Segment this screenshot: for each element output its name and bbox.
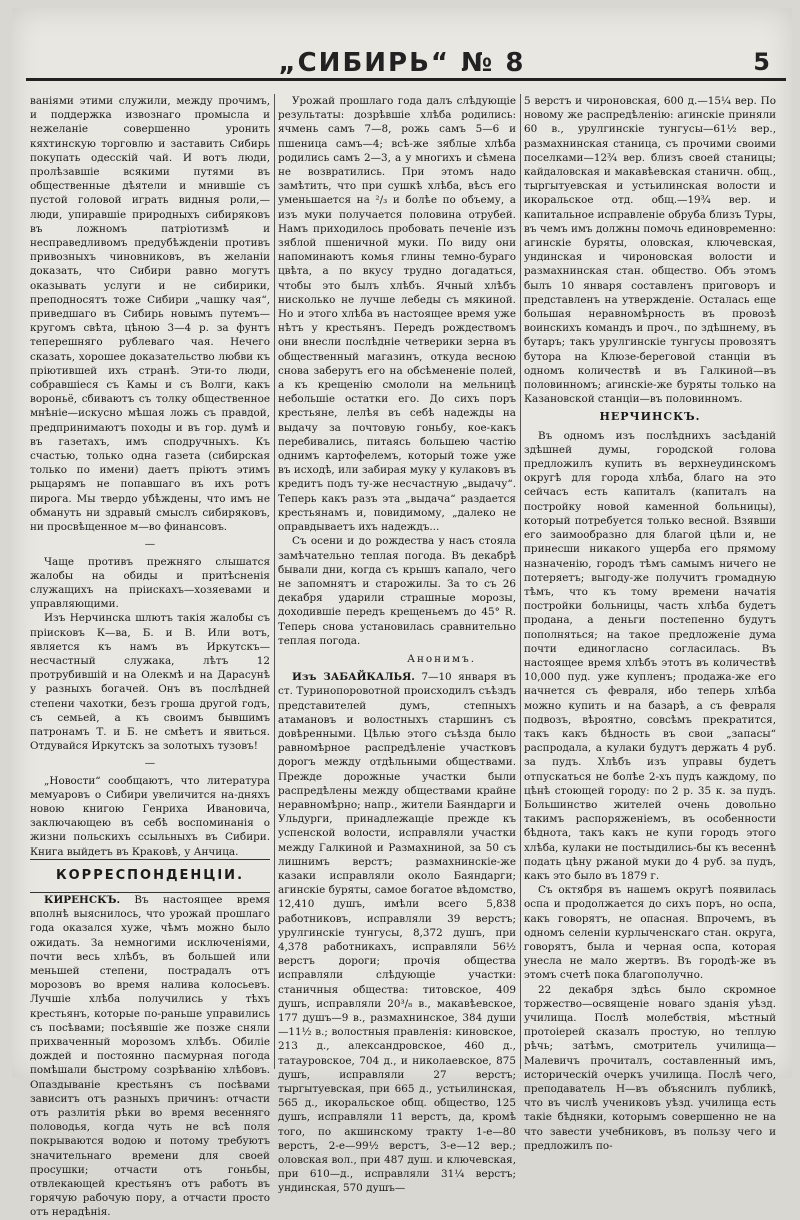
paragraph: 22 декабря здѣсь было скромное торжество—освященіе новаго зданія уѣзд. училища. Послѣ молебствія, мѣстный протоіерей сказалъ простую, но теплую рѣчь; затѣмъ, смотритель училища—Малевичъ прочиталъ, составленный имъ, историческій очеркъ училища. Послѣ чего, преподаватель Н—въ объяснилъ публикѣ, что въ числѣ учениковъ уѣзд. училища есть такіе бѣдняки, которымъ совершенно не на что завести учебниковъ, въ пользу чего и предложилъ по- [524,983,776,1152]
header-rule [26,78,786,81]
paragraph: ваніями этими служили, между прочимъ, и поддержка извознаго промысла и нежеланіе совершенно уронить кяхтинскую торговлю и заставить Сибирь покупать одесскій чай. И вотъ люди, пролѣзавшіе всякими путями въ общественные дѣятели и мнившіе съ пустой головой играть видныя роли,—люди, упиравшіе природныхъ сибиряковъ въ ложномъ патріотизмѣ и несправедливомъ предубѣжденіи противъ привозныхъ чиновниковъ, въ желаніи доказать, что Сибири равно могутъ оказывать услуги и не сибирики, преподносятъ тоже Сибири „чашку чая“, приведшаго въ Сибирь новымъ путемъ—кругомъ свѣта, цѣною 3—4 р. за фунтъ теперешняго рублеваго чая. Нечего сказать, хорошее доказательство любви къ пріютившей ихъ странѣ. Эти-то люди, собравшіеся съ Камы и съ Волги, какъ вороньё, сбиваютъ съ толку общественное мнѣніе—искусно мѣшая ложь съ правдой, предпринимаютъ походы и въ гор. думѣ и въ газетахъ, имъ сподручныхъ. Къ счастью, только одна газета (сибирская только по имени) даетъ пріютъ этимъ рыцарямъ не попавшаго въ ихъ ротъ пирога. Мы твердо убѣждены, что имъ не обмануть ни здравый смыслъ сибиряковъ, ни просвѣщенное м—во финансовъ. [30,95,270,534]
section-heading: КОРРЕСПОНДЕНЦІИ. [55,867,245,883]
paragraph: 5 верстъ и чироновская, 600 д.—15¼ вер. По новому же распредѣленію: агинскіе приняли 60 в., урулгинскіе тунгусы—61½ вер., размахнинская станица, съ прочими своими поселками—12¾ вер. близъ своей станицы; кайдаловская и макавѣевская станичн. общ., тыргытуевская и устьилинская волости и икоральское отд. общ.—19¾ вер. и капитальное исправленіе обруба близъ Туры, въ чемъ имъ должны помочь единовременно: агинскіе буряты, оловская, ключевская, ундинская и чироновская волости и размахнинская стан. общество. Объ этомъ былъ 10 января составленъ приговоръ и представленъ на утвержденіе. Осталась еще большая неравномѣрность въ провозѣ воинскихъ командъ и проч., по здѣшнему, въ бутаръ; такъ урулгинскіе тунгусы провозятъ бутора на Клюзе-береговой станціи въ одномъ количествѣ и въ Галкиной—въ половинномъ; агинскіе-же буряты только на Казановской станціи—въ половинномъ. [524,95,776,406]
paragraph: Съ октября въ нашемъ округѣ появилась оспа и продолжается до сихъ поръ, но оспа, какъ говорятъ, не опасная. Впрочемъ, въ одномъ селеніи курлыченскаго стан. округа, говорятъ, была и черная оспа, которая унесла не мало жертвъ. Въ городѣ-же въ этомъ счетѣ пока благополучно. [524,884,776,982]
column-2 [278,94,517,1195]
separator: — [144,757,156,770]
paragraph-text: 7—10 января въ ст. Туринопоровотной происходилъ съѣздъ представителей думъ, степныхъ атамановъ и волостныхъ старшинъ съ довѣренными. Цѣлью этого съѣзда было равномѣрное распредѣленіе участковъ дорогъ между отдѣльными обществами. Прежде дорожные участки были распредѣлены между обществами крайне неравномѣрно; напр., жители Баяндарги и Ульдурги, принадлежащіе прежде къ успенской волости, исправляли участки между Галкиной и Размахниной, за 50 съ лишнимъ верстъ; размахнинскіе-же казаки исправляли около Баяндарги; агинскіе буряты, самое богатое вѣдомство, 12,410 душъ, имѣли всего 5,838 работниковъ, исправляли 39 верстъ; урулгинскіе тунгусы, 8,372 душъ, при 4,378 работникахъ, исправляли 56½ верстъ дороги; прочія общества исправляли слѣдующіе участки: станичныя общества: титовское, 409 душъ, исправляли 20³/₈ в., макавѣевское, 177 душъ—9 в., размахнинское, 384 души—11½ в.; волостныя правленія: киновское, 213 д., александровское, 460 д., татауровское, 704 д., и николаевское, 875 душъ, исправляли 27 верстъ; тыргытуевская, при 665 д., устьилинская, 565 д., икоральское общ. общество, 125 душъ, исправляли 11 верстъ, да, кромѣ того, по акшинскому тракту 1-е—80 верстъ, 2-е—99½ верстъ, 3-е—12 вер.; оловская вол., при 487 душ. и ключевская, при 610—д., исправляли 31¼ верстъ; ундинская, 570 душъ— [278,671,517,1195]
page-header [12,8,792,88]
section-heading-box [30,859,270,893]
paragraph: „Новости“ сообщаютъ, что литература мемуаровъ о Сибири увеличится на-дняхъ новою книгою Генриха Ивановича, заключающею въ себѣ воспоминанія о жизни польскихъ ссыльныхъ въ Сибири. Книга выйдетъ въ Краковѣ, у Анчица. [30,774,270,858]
paragraph [278,670,516,1196]
paragraph: Изъ Нерчинска шлютъ такія жалобы съ пріисковъ К—ва, Б. и В. Или вотъ, является къ намъ въ Иркутскъ—несчастный служака, лѣтъ 12 протрубившій и на Олекмѣ и на Дарасунѣ у разныхъ богачей. Онъ въ послѣдней степени чахотки, безъ гроша другой годъ, съ семьей, а къ своимъ бывшимъ патронамъ Т. и Б. не смѣетъ и явиться. Отдувайся Иркутскъ за золотыхъ тузовъ! [30,612,270,753]
paragraph: Съ осени и до рождества у насъ стояла замѣчательно теплая погода. Въ декабрѣ бывали дни, когда съ крышъ капало, чего не запомнятъ и старожилы. За то съ 26 декабря ударили страшные морозы, доходившіе передъ крещеньемъ до 45° R. Теперь снова установилась сравнительно теплая погода. [278,535,516,647]
paragraph: Чаще противъ прежняго слышатся жалобы на обиды и притѣсненія служащихъ на пріискахъ—хозяевами и управляющими. [30,555,270,611]
column-1 [30,94,270,1219]
place-heading: НЕРЧИНСКЪ. [599,410,701,424]
paragraph [30,893,270,1220]
column-3 [524,94,776,1152]
paragraph: Урожай прошлаго года далъ слѣдующіе результаты: дозрѣвшіе хлѣба родились: ячмень самъ 7—8, рожь самъ 5—6 и пшеница самъ—4; всѣ-же зяблые хлѣба родились самъ 2—3, а у многихъ и сѣмена не возвратились. При этомъ надо замѣтить, что при сушкѣ хлѣба, вѣсъ его уменьшается на ²/₃ и болѣе по объему, а изъ муки получается половина отрубей. Намъ приходилось пробовать печеніе изъ зяблой пшеничной муки. По виду они напоминаютъ комья глины темно-бураго цвѣта, а по вкусу трудно догадаться, чтобы это былъ хлѣбъ. Ячный хлѣбъ нисколько не лучше лебеды съ мякиной. Но и этого хлѣба въ настоящее время уже нѣтъ у крестьянъ. Передъ рождествомъ они внесли послѣдніе четверики зерна въ общественный магазинъ, откуда весною снова заберутъ его на обсѣмененіе полей, а къ крещенію смололи на мельницѣ небольшіе остатки его. До сихъ поръ крестьяне, лелѣя въ себѣ надежды на выдачу за почтовую гоньбу, кое-какъ перебивались, питаясь большею частію однимъ картофелемъ, который тоже уже въ исходѣ, или забирая муку у кулаковъ въ кредитъ подъ ту-же несчастную „выдачу“. Теперь какъ разъ эта „выдача“ раздается крестьянамъ и, повидимому, „далеко не оправдываетъ ихъ надеждъ... [278,95,516,534]
column-divider [274,94,275,1069]
paragraph: Въ одномъ изъ послѣднихъ засѣданій здѣшней думы, городской голова предложилъ купить въ верхнеудинскомъ округѣ для города хлѣба, благо на это сейчасъ есть капиталъ (капиталъ на постройку новой каменной больницы), который потребуется только весной. Взявши его заимообразно для благой цѣли и, не принесши никакого ущерба его прямому назначенію, городъ тѣмъ самымъ ничего не потеряетъ; выгоду-же получитъ громадную тѣмъ, что къ тому времени начатія постройки больницы, часть хлѣба будетъ продана, а деньги постепенно будутъ пополняться; на такое предложеніе дума почти единогласно согласилась. Въ настоящее время хлѣбъ этотъ въ количествѣ 10,000 пуд. уже купленъ; продажа-же его начнется съ февраля, ибо теперь хлѣба можно купить и на базарѣ, а съ февраля подвозъ, вѣроятно, совсѣмъ прекратится, такъ какъ бѣдность въ свои „запасы“ распродала, а кулаки будутъ держать 4 руб. за пудъ. Хлѣбъ изъ управы будетъ отпускаться не болѣе 2-хъ пудъ каждому, по цѣнѣ стоющей городу: по 2 р. 35 к. за пудъ. Большинство жителей очень довольно такимъ распоряженіемъ, въ особенности бѣднота, такъ какъ не купи городъ этого хлѣба, кулаки не постыдились-бы къ весеннѣ подать цѣну ржаной муки до 4 руб. за пудъ, какъ это было въ 1879 г. [524,429,776,882]
place-name: Изъ ЗАБАЙКАЛЬЯ. [292,671,415,684]
newspaper-page [12,8,792,1219]
separator: — [144,538,156,551]
signature: Анонимъ. [407,652,476,665]
place-name: КИРЕНСКЪ. [44,893,121,906]
paragraph-text: Въ настоящее время вполнѣ выяснилось, что урожай прошлаго года оказался хуже, чѣмъ можно было ожидать. За немногими исключеніями, почти весь хлѣбъ, въ большей или меньшей степени, пострадалъ отъ морозовъ во время налива колосьевъ. Лучшіе хлѣба получились у тѣхъ крестьянъ, которые по-раньше управились съ посѣвами; посѣявшіе же позже сняли прихваченный морозомъ хлѣбъ. Обиліе дождей и постоянно пасмурная погода помѣшали быстрому созрѣванію хлѣбовъ. Опаздываніе крестьянъ съ посѣвами зависитъ отъ разныхъ причинъ: отчасти отъ разлитія рѣки во время весенняго половодья, когда чуть не всѣ поля покрываются водою и потому требуютъ значительнаго времени для своей просушки; отчасти отъ гоньбы, отвлекающей крестьянъ отъ работъ въ горячую рабочую пору, а отчасти просто отъ нерадѣнія. [30,893,270,1219]
page-number: 5 [753,48,770,76]
column-divider [520,94,521,1069]
newspaper-title: „СИБИРЬ“ № 8 [278,48,526,78]
